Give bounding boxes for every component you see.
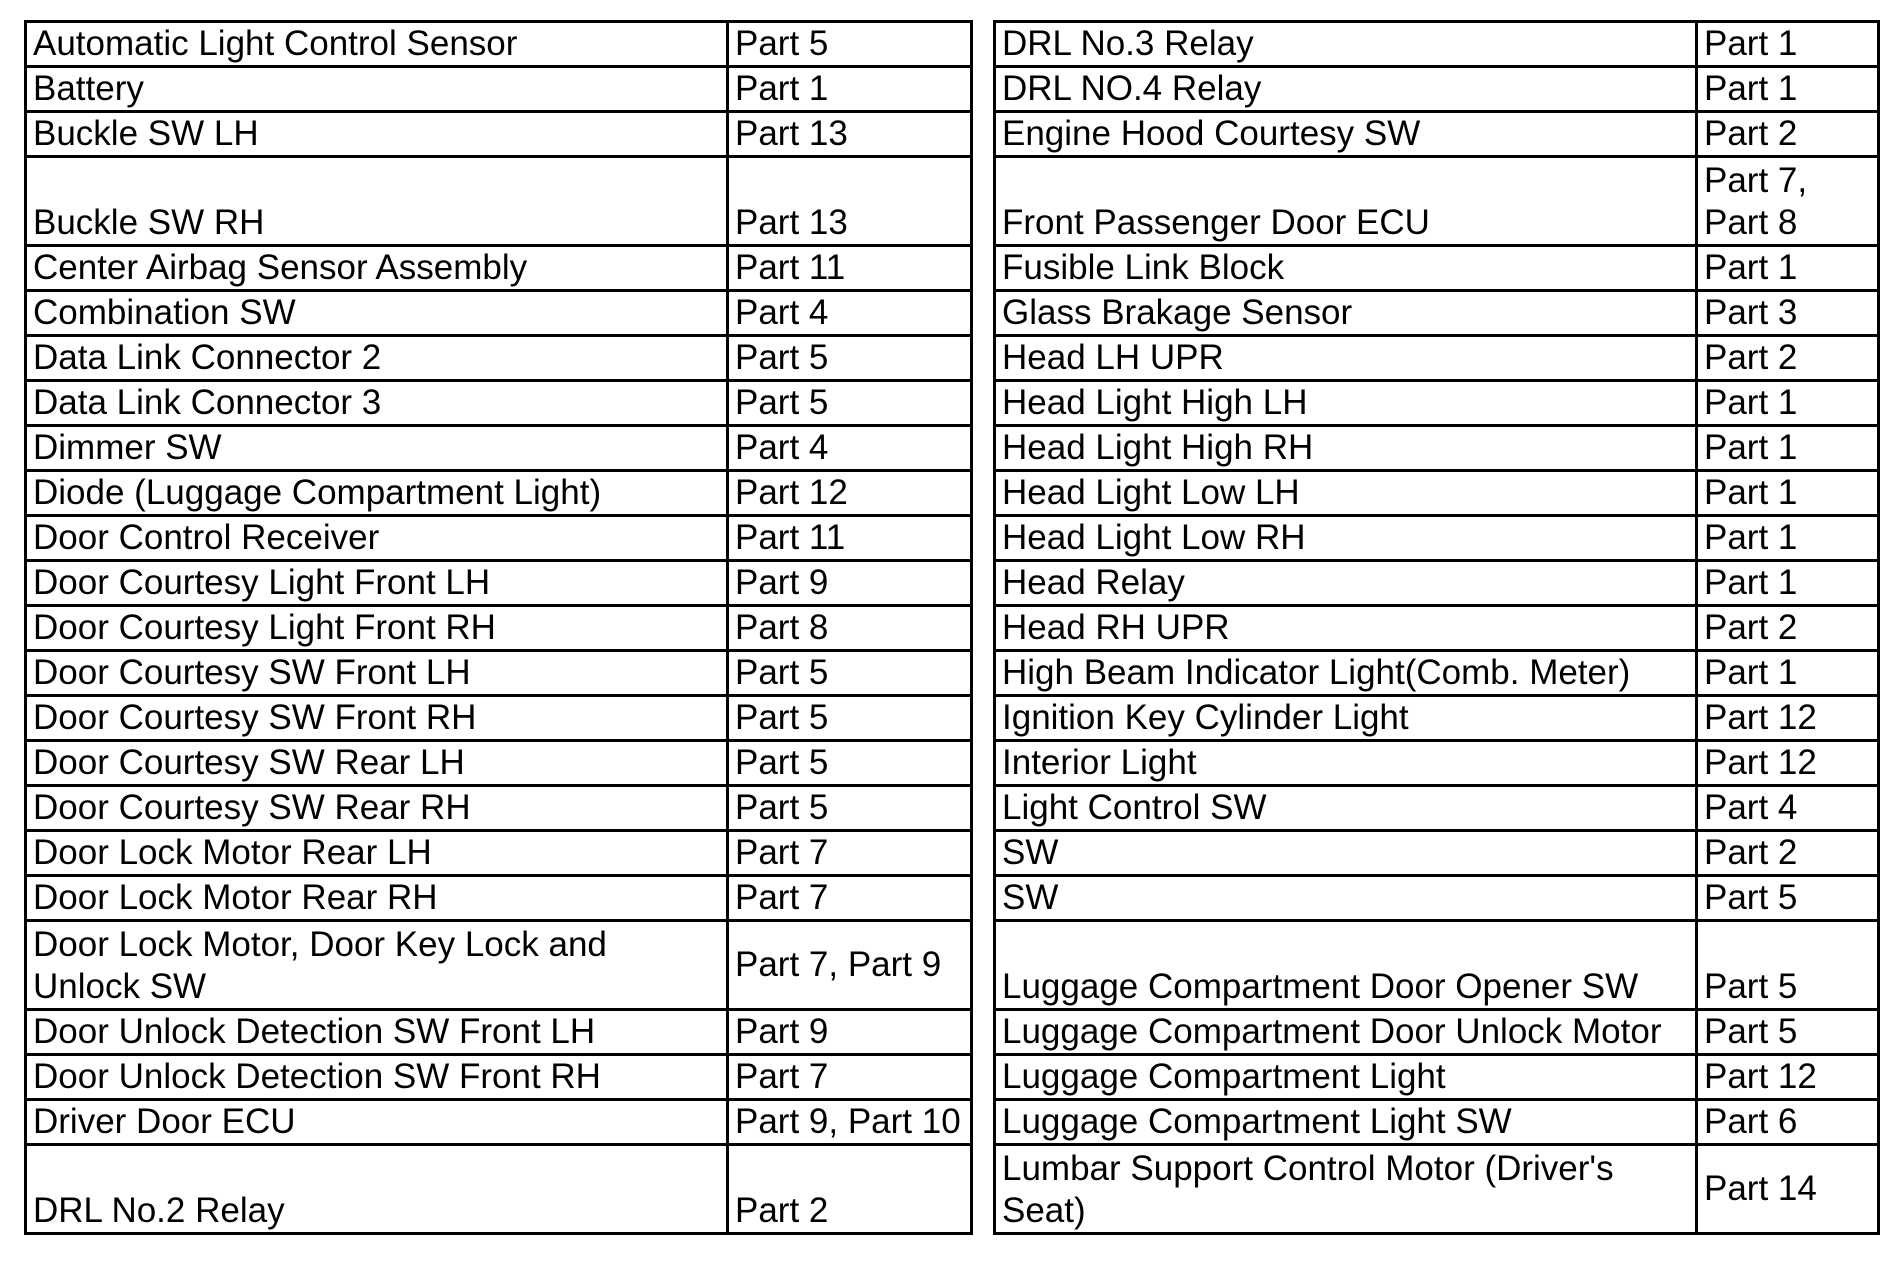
part-reference: Part 2 [1697,336,1879,381]
part-reference: Part 1 [1697,381,1879,426]
table-row [26,606,972,651]
table-row [26,696,972,741]
part-reference: Part 12 [728,471,972,516]
part-reference: Part 5 [728,22,972,67]
part-reference: Part 9 [728,1010,972,1055]
part-reference: Part 5 [728,786,972,831]
component-name: Head Light High LH [995,381,1697,426]
table-row [26,471,972,516]
table-row [995,516,1879,561]
part-reference: Part 1 [1697,426,1879,471]
table-row [26,381,972,426]
table-row [995,606,1879,651]
table-row [26,651,972,696]
part-reference: Part 11 [728,516,972,561]
component-name: DRL No.2 Relay [26,1145,728,1234]
component-name: Head Light Low LH [995,471,1697,516]
part-reference: Part 8 [728,606,972,651]
part-reference: Part 1 [1697,561,1879,606]
component-name: Glass Brakage Sensor [995,291,1697,336]
table-row [26,1010,972,1055]
part-reference: Part 7, Part 9 [728,921,972,1010]
part-reference: Part 1 [1697,471,1879,516]
component-name: Door Courtesy SW Front RH [26,696,728,741]
component-name: Center Airbag Sensor Assembly [26,246,728,291]
part-reference: Part 5 [728,651,972,696]
part-reference: Part 1 [728,67,972,112]
table-row [26,561,972,606]
table-row [26,921,972,1010]
component-name: Door Control Receiver [26,516,728,561]
part-reference: Part 13 [728,157,972,246]
component-name: Buckle SW LH [26,112,728,157]
table-row [26,516,972,561]
component-name: Ignition Key Cylinder Light [995,696,1697,741]
component-name: Door Unlock Detection SW Front LH [26,1010,728,1055]
table-row [995,471,1879,516]
component-name: Door Lock Motor, Door Key Lock and Unlock SW [26,921,728,1010]
component-name: Head Relay [995,561,1697,606]
table-row [995,1100,1879,1145]
part-reference: Part 7 [728,876,972,921]
part-reference: Part 5 [728,336,972,381]
component-name: Door Courtesy SW Rear LH [26,741,728,786]
part-reference: Part 1 [1697,516,1879,561]
table-row [26,831,972,876]
table-row [995,561,1879,606]
component-name: Head LH UPR [995,336,1697,381]
component-name: DRL No.3 Relay [995,22,1697,67]
component-name: Head Light High RH [995,426,1697,471]
table-row [995,426,1879,471]
component-name: Front Passenger Door ECU [995,157,1697,246]
table-row [995,246,1879,291]
table-row [995,157,1879,246]
table-row [995,741,1879,786]
table-row [995,112,1879,157]
component-name: Door Courtesy Light Front RH [26,606,728,651]
component-name: Light Control SW [995,786,1697,831]
table-row [26,1100,972,1145]
table-row [995,1010,1879,1055]
component-name: DRL NO.4 Relay [995,67,1697,112]
part-reference: Part 13 [728,112,972,157]
table-row [26,1145,972,1234]
table-row [995,336,1879,381]
component-name: Door Courtesy Light Front LH [26,561,728,606]
table-row [26,336,972,381]
part-reference: Part 2 [1697,606,1879,651]
component-name: Door Courtesy SW Rear RH [26,786,728,831]
part-reference: Part 9 [728,561,972,606]
table-row [26,741,972,786]
part-reference: Part 7 [728,831,972,876]
part-reference: Part 5 [728,381,972,426]
part-reference: Part 4 [728,291,972,336]
component-name: Combination SW [26,291,728,336]
component-name: Head Light Low RH [995,516,1697,561]
component-name: Door Courtesy SW Front LH [26,651,728,696]
part-reference: Part 9, Part 10 [728,1100,972,1145]
component-name: Interior Light [995,741,1697,786]
table-row [995,1145,1879,1234]
component-name: Engine Hood Courtesy SW [995,112,1697,157]
component-name: Fusible Link Block [995,246,1697,291]
part-reference: Part 11 [728,246,972,291]
component-name: Battery [26,67,728,112]
component-name: Driver Door ECU [26,1100,728,1145]
part-reference: Part 5 [1697,1010,1879,1055]
table-row [26,22,972,67]
part-reference: Part 12 [1697,1055,1879,1100]
table-row [995,831,1879,876]
component-name: Luggage Compartment Light [995,1055,1697,1100]
table-row [995,651,1879,696]
table-row [26,157,972,246]
table-row [26,291,972,336]
part-reference: Part 12 [1697,696,1879,741]
part-reference: Part 7 [728,1055,972,1100]
part-reference: Part 1 [1697,22,1879,67]
table-row [26,67,972,112]
part-reference: Part 5 [728,696,972,741]
component-name: Luggage Compartment Door Unlock Motor [995,1010,1697,1055]
table-row [995,1055,1879,1100]
table-row [26,1055,972,1100]
component-name: Lumbar Support Control Motor (Driver's Seat) [995,1145,1697,1234]
part-reference: Part 1 [1697,67,1879,112]
table-row [995,696,1879,741]
component-name: High Beam Indicator Light(Comb. Meter) [995,651,1697,696]
component-name: Data Link Connector 2 [26,336,728,381]
component-name: Head RH UPR [995,606,1697,651]
table-row [995,291,1879,336]
table-row [26,786,972,831]
table-row [995,786,1879,831]
table-row [26,246,972,291]
table-row [995,381,1879,426]
table-row [26,426,972,471]
component-name: Door Lock Motor Rear RH [26,876,728,921]
component-name: Luggage Compartment Light SW [995,1100,1697,1145]
part-reference: Part 1 [1697,651,1879,696]
part-reference: Part 5 [1697,921,1879,1010]
table-row [995,67,1879,112]
part-reference: Part 2 [1697,831,1879,876]
part-reference: Part 2 [728,1145,972,1234]
component-name: Diode (Luggage Compartment Light) [26,471,728,516]
table-row [995,921,1879,1010]
part-reference: Part 5 [728,741,972,786]
component-name: Door Unlock Detection SW Front RH [26,1055,728,1100]
component-name: SW [995,876,1697,921]
part-reference: Part 1 [1697,246,1879,291]
table-row [995,876,1879,921]
component-name: Door Lock Motor Rear LH [26,831,728,876]
component-name: Automatic Light Control Sensor [26,22,728,67]
component-location-table-right [993,20,1880,1235]
part-reference: Part 7, Part 8 [1697,157,1879,246]
part-reference: Part 2 [1697,112,1879,157]
part-reference: Part 12 [1697,741,1879,786]
part-reference: Part 5 [1697,876,1879,921]
table-row [995,22,1879,67]
component-name: Dimmer SW [26,426,728,471]
part-reference: Part 3 [1697,291,1879,336]
component-name: Data Link Connector 3 [26,381,728,426]
component-location-table-left [24,20,973,1235]
component-name: Luggage Compartment Door Opener SW [995,921,1697,1010]
part-reference: Part 4 [1697,786,1879,831]
component-name: SW [995,831,1697,876]
component-name: Buckle SW RH [26,157,728,246]
table-row [26,112,972,157]
part-reference: Part 4 [728,426,972,471]
part-reference: Part 6 [1697,1100,1879,1145]
table-row [26,876,972,921]
part-reference: Part 14 [1697,1145,1879,1234]
